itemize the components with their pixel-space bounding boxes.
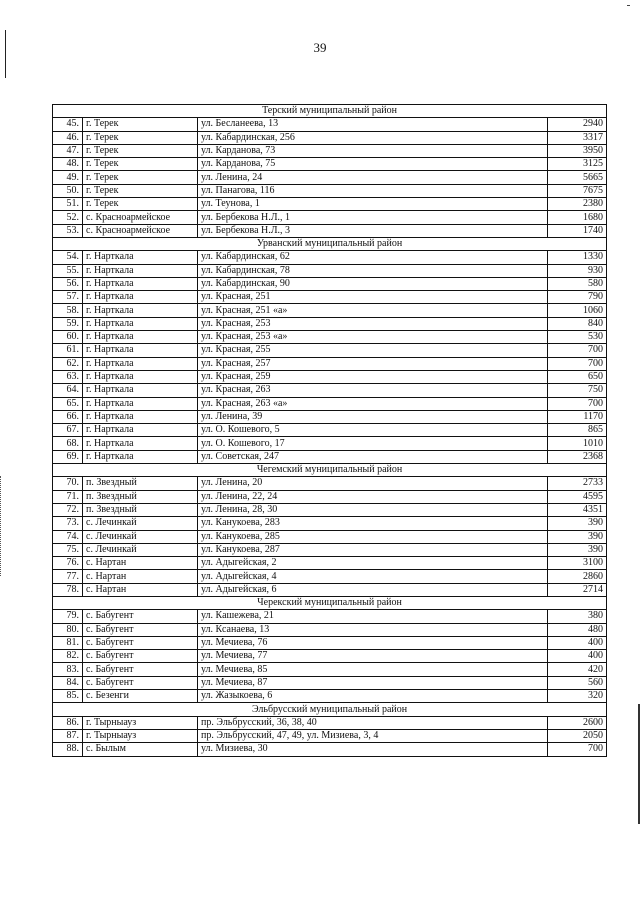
- row-number: 80.: [53, 623, 83, 636]
- value-cell: 3317: [548, 131, 607, 144]
- value-cell: 3950: [548, 144, 607, 157]
- value-cell: 1010: [548, 437, 607, 450]
- value-cell: 400: [548, 650, 607, 663]
- table-row: [53, 557, 607, 570]
- row-number: 47.: [53, 144, 83, 157]
- row-number: 65.: [53, 397, 83, 410]
- locality-cell: с. Красноармейское: [83, 224, 198, 237]
- address-cell: ул. Мечиева, 77: [198, 650, 548, 663]
- locality-cell: г. Нарткала: [83, 450, 198, 463]
- row-number: 83.: [53, 663, 83, 676]
- address-cell: ул. Ленина, 39: [198, 410, 548, 423]
- section-header-row: [53, 596, 607, 609]
- table-row: [53, 264, 607, 277]
- corner-mark: [627, 5, 630, 6]
- locality-cell: с. Лечинкай: [83, 543, 198, 556]
- address-cell: ул. Ксанаева, 13: [198, 623, 548, 636]
- value-cell: 840: [548, 317, 607, 330]
- table-row: [53, 490, 607, 503]
- address-cell: ул. Мизиева, 30: [198, 743, 548, 756]
- address-cell: ул. Красная, 255: [198, 344, 548, 357]
- table-row: [53, 610, 607, 623]
- table-row: [53, 410, 607, 423]
- row-number: 50.: [53, 184, 83, 197]
- row-number: 72.: [53, 503, 83, 516]
- table-row: [53, 623, 607, 636]
- value-cell: 390: [548, 543, 607, 556]
- address-cell: ул. Ленина, 22, 24: [198, 490, 548, 503]
- address-table: [52, 104, 607, 757]
- value-cell: 480: [548, 623, 607, 636]
- value-cell: 700: [548, 344, 607, 357]
- value-cell: 380: [548, 610, 607, 623]
- table-row: [53, 583, 607, 596]
- address-cell: ул. Кашежева, 21: [198, 610, 548, 623]
- locality-cell: г. Нарткала: [83, 370, 198, 383]
- locality-cell: г. Тырныауз: [83, 729, 198, 742]
- row-number: 88.: [53, 743, 83, 756]
- locality-cell: г. Нарткала: [83, 424, 198, 437]
- locality-cell: г. Нарткала: [83, 410, 198, 423]
- locality-cell: с. Безенги: [83, 690, 198, 703]
- row-number: 48.: [53, 158, 83, 171]
- row-number: 52.: [53, 211, 83, 224]
- table-row: [53, 690, 607, 703]
- row-number: 49.: [53, 171, 83, 184]
- address-cell: ул. Теунова, 1: [198, 198, 548, 211]
- table-row: [53, 543, 607, 556]
- row-number: 69.: [53, 450, 83, 463]
- section-title: Урванский муниципальный район: [53, 237, 607, 250]
- row-number: 68.: [53, 437, 83, 450]
- value-cell: 2368: [548, 450, 607, 463]
- address-cell: ул. Кабардинская, 62: [198, 251, 548, 264]
- locality-cell: с. Красноармейское: [83, 211, 198, 224]
- row-number: 63.: [53, 370, 83, 383]
- value-cell: 580: [548, 277, 607, 290]
- locality-cell: г. Терек: [83, 184, 198, 197]
- row-number: 53.: [53, 224, 83, 237]
- address-cell: ул. Панагова, 116: [198, 184, 548, 197]
- row-number: 58.: [53, 304, 83, 317]
- address-cell: ул. Красная, 263: [198, 384, 548, 397]
- value-cell: 750: [548, 384, 607, 397]
- row-number: 64.: [53, 384, 83, 397]
- table-row: [53, 357, 607, 370]
- address-cell: пр. Эльбрусский, 47, 49, ул. Мизиева, 3, 4: [198, 729, 548, 742]
- address-cell: ул. Бербекова Н.Л., 1: [198, 211, 548, 224]
- table-row: [53, 317, 607, 330]
- locality-cell: г. Нарткала: [83, 357, 198, 370]
- row-number: 54.: [53, 251, 83, 264]
- address-cell: ул. Красная, 253 «а»: [198, 331, 548, 344]
- row-number: 76.: [53, 557, 83, 570]
- value-cell: 1680: [548, 211, 607, 224]
- address-table-body: [53, 105, 607, 757]
- table-row: [53, 224, 607, 237]
- value-cell: 2940: [548, 118, 607, 131]
- table-row: [53, 384, 607, 397]
- value-cell: 4351: [548, 503, 607, 516]
- locality-cell: с. Бабугент: [83, 663, 198, 676]
- locality-cell: г. Нарткала: [83, 344, 198, 357]
- row-number: 62.: [53, 357, 83, 370]
- locality-cell: г. Нарткала: [83, 397, 198, 410]
- locality-cell: г. Нарткала: [83, 437, 198, 450]
- margin-mark-middle: [0, 476, 3, 576]
- address-cell: ул. Ленина, 20: [198, 477, 548, 490]
- locality-cell: с. Лечинкай: [83, 530, 198, 543]
- page-number: 39: [313, 40, 327, 55]
- table-row: [53, 211, 607, 224]
- section-title: Эльбрусский муниципальный район: [53, 703, 607, 716]
- locality-cell: с. Былым: [83, 743, 198, 756]
- table-row: [53, 304, 607, 317]
- value-cell: 3125: [548, 158, 607, 171]
- address-cell: ул. Бербекова Н.Л., 3: [198, 224, 548, 237]
- row-number: 46.: [53, 131, 83, 144]
- locality-cell: с. Нартан: [83, 557, 198, 570]
- row-number: 60.: [53, 331, 83, 344]
- table-row: [53, 570, 607, 583]
- address-cell: ул. Красная, 257: [198, 357, 548, 370]
- locality-cell: г. Нарткала: [83, 331, 198, 344]
- address-cell: ул. Мечиева, 85: [198, 663, 548, 676]
- table-row: [53, 716, 607, 729]
- row-number: 74.: [53, 530, 83, 543]
- address-cell: ул. Кабардинская, 78: [198, 264, 548, 277]
- address-cell: ул. Красная, 263 «а»: [198, 397, 548, 410]
- value-cell: 2050: [548, 729, 607, 742]
- locality-cell: с. Нартан: [83, 583, 198, 596]
- table-row: [53, 636, 607, 649]
- value-cell: 1060: [548, 304, 607, 317]
- table-row: [53, 251, 607, 264]
- value-cell: 2860: [548, 570, 607, 583]
- value-cell: 320: [548, 690, 607, 703]
- locality-cell: с. Нартан: [83, 570, 198, 583]
- table-row: [53, 171, 607, 184]
- value-cell: 700: [548, 357, 607, 370]
- locality-cell: г. Нарткала: [83, 277, 198, 290]
- table-row: [53, 198, 607, 211]
- address-cell: ул. Красная, 251 «а»: [198, 304, 548, 317]
- address-cell: ул. Красная, 259: [198, 370, 548, 383]
- address-cell: ул. Карданова, 73: [198, 144, 548, 157]
- row-number: 45.: [53, 118, 83, 131]
- locality-cell: г. Нарткала: [83, 384, 198, 397]
- address-cell: ул. Кабардинская, 90: [198, 277, 548, 290]
- locality-cell: с. Бабугент: [83, 636, 198, 649]
- table-row: [53, 344, 607, 357]
- address-cell: ул. Ленина, 28, 30: [198, 503, 548, 516]
- value-cell: 4595: [548, 490, 607, 503]
- address-cell: ул. Адыгейская, 6: [198, 583, 548, 596]
- locality-cell: с. Бабугент: [83, 623, 198, 636]
- table-row: [53, 158, 607, 171]
- address-cell: ул. Ленина, 24: [198, 171, 548, 184]
- address-cell: ул. Красная, 251: [198, 291, 548, 304]
- locality-cell: г. Терек: [83, 158, 198, 171]
- value-cell: 650: [548, 370, 607, 383]
- table-row: [53, 530, 607, 543]
- row-number: 84.: [53, 676, 83, 689]
- locality-cell: г. Нарткала: [83, 264, 198, 277]
- address-cell: пр. Эльбрусский, 36, 38, 40: [198, 716, 548, 729]
- table-row: [53, 517, 607, 530]
- locality-cell: с. Бабугент: [83, 650, 198, 663]
- row-number: 75.: [53, 543, 83, 556]
- table-row: [53, 650, 607, 663]
- section-header-row: [53, 237, 607, 250]
- locality-cell: г. Терек: [83, 144, 198, 157]
- table-row: [53, 676, 607, 689]
- address-cell: ул. Адыгейская, 4: [198, 570, 548, 583]
- row-number: 77.: [53, 570, 83, 583]
- locality-cell: п. Звездный: [83, 503, 198, 516]
- value-cell: 930: [548, 264, 607, 277]
- row-number: 55.: [53, 264, 83, 277]
- row-number: 71.: [53, 490, 83, 503]
- section-title: Черекский муниципальный район: [53, 596, 607, 609]
- row-number: 78.: [53, 583, 83, 596]
- table-row: [53, 131, 607, 144]
- table-row: [53, 450, 607, 463]
- row-number: 51.: [53, 198, 83, 211]
- table-row: [53, 277, 607, 290]
- address-cell: ул. Советская, 247: [198, 450, 548, 463]
- address-cell: ул. Карданова, 75: [198, 158, 548, 171]
- row-number: 66.: [53, 410, 83, 423]
- locality-cell: г. Тырныауз: [83, 716, 198, 729]
- row-number: 57.: [53, 291, 83, 304]
- address-cell: ул. Жазыкоева, 6: [198, 690, 548, 703]
- table-row: [53, 370, 607, 383]
- value-cell: 1740: [548, 224, 607, 237]
- address-cell: ул. О. Кошевого, 17: [198, 437, 548, 450]
- value-cell: 2714: [548, 583, 607, 596]
- value-cell: 2733: [548, 477, 607, 490]
- locality-cell: г. Терек: [83, 198, 198, 211]
- address-cell: ул. Мечиева, 76: [198, 636, 548, 649]
- row-number: 86.: [53, 716, 83, 729]
- locality-cell: с. Бабугент: [83, 676, 198, 689]
- address-cell: ул. Кабардинская, 256: [198, 131, 548, 144]
- row-number: 70.: [53, 477, 83, 490]
- locality-cell: г. Нарткала: [83, 291, 198, 304]
- locality-cell: г. Нарткала: [83, 304, 198, 317]
- table-row: [53, 663, 607, 676]
- address-cell: ул. Мечиева, 87: [198, 676, 548, 689]
- value-cell: 560: [548, 676, 607, 689]
- section-title: Терский муниципальный район: [53, 105, 607, 118]
- locality-cell: с. Лечинкай: [83, 517, 198, 530]
- table-row: [53, 437, 607, 450]
- value-cell: 390: [548, 517, 607, 530]
- table-row: [53, 424, 607, 437]
- row-number: 59.: [53, 317, 83, 330]
- value-cell: 2380: [548, 198, 607, 211]
- table-row: [53, 397, 607, 410]
- value-cell: 2600: [548, 716, 607, 729]
- locality-cell: п. Звездный: [83, 477, 198, 490]
- row-number: 81.: [53, 636, 83, 649]
- locality-cell: с. Бабугент: [83, 610, 198, 623]
- table-row: [53, 184, 607, 197]
- value-cell: 1170: [548, 410, 607, 423]
- address-cell: ул. Адыгейская, 2: [198, 557, 548, 570]
- value-cell: 530: [548, 331, 607, 344]
- row-number: 82.: [53, 650, 83, 663]
- row-number: 56.: [53, 277, 83, 290]
- value-cell: 700: [548, 397, 607, 410]
- address-cell: ул. Канукоева, 285: [198, 530, 548, 543]
- value-cell: 1330: [548, 251, 607, 264]
- table-row: [53, 291, 607, 304]
- value-cell: 390: [548, 530, 607, 543]
- locality-cell: г. Терек: [83, 118, 198, 131]
- table-row: [53, 118, 607, 131]
- table-row: [53, 477, 607, 490]
- address-cell: ул. Бесланеева, 13: [198, 118, 548, 131]
- row-number: 79.: [53, 610, 83, 623]
- locality-cell: п. Звездный: [83, 490, 198, 503]
- locality-cell: г. Нарткала: [83, 251, 198, 264]
- section-header-row: [53, 464, 607, 477]
- locality-cell: г. Терек: [83, 131, 198, 144]
- row-number: 61.: [53, 344, 83, 357]
- table-row: [53, 144, 607, 157]
- row-number: 87.: [53, 729, 83, 742]
- address-cell: ул. О. Кошевого, 5: [198, 424, 548, 437]
- section-header-row: [53, 105, 607, 118]
- address-cell: ул. Канукоева, 283: [198, 517, 548, 530]
- value-cell: 3100: [548, 557, 607, 570]
- row-number: 67.: [53, 424, 83, 437]
- table-row: [53, 503, 607, 516]
- table-row: [53, 729, 607, 742]
- value-cell: 5665: [548, 171, 607, 184]
- address-cell: ул. Канукоева, 287: [198, 543, 548, 556]
- value-cell: 790: [548, 291, 607, 304]
- locality-cell: г. Терек: [83, 171, 198, 184]
- value-cell: 865: [548, 424, 607, 437]
- row-number: 73.: [53, 517, 83, 530]
- row-number: 85.: [53, 690, 83, 703]
- value-cell: 700: [548, 743, 607, 756]
- value-cell: 420: [548, 663, 607, 676]
- value-cell: 400: [548, 636, 607, 649]
- table-row: [53, 331, 607, 344]
- section-header-row: [53, 703, 607, 716]
- section-title: Чегемский муниципальный район: [53, 464, 607, 477]
- address-cell: ул. Красная, 253: [198, 317, 548, 330]
- locality-cell: г. Нарткала: [83, 317, 198, 330]
- table-row: [53, 743, 607, 756]
- value-cell: 7675: [548, 184, 607, 197]
